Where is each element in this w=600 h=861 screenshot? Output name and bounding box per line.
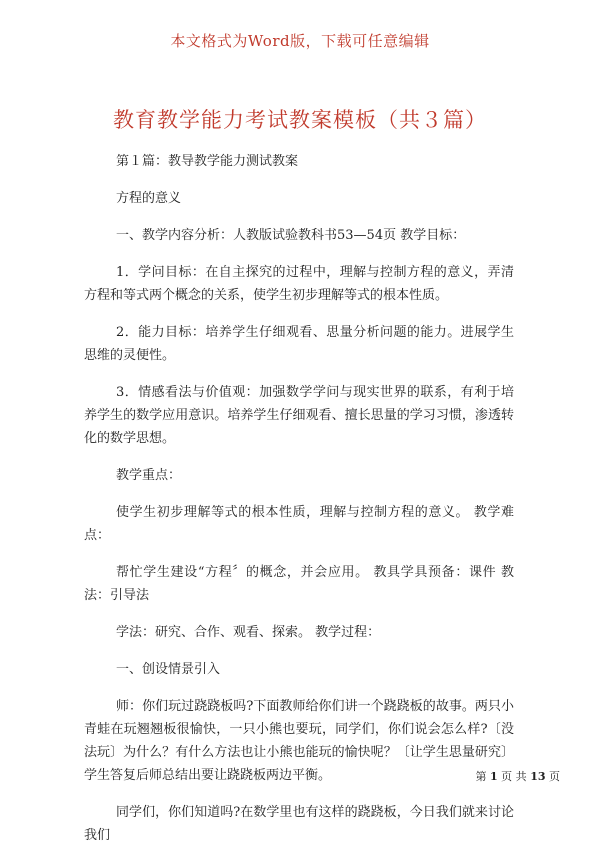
paragraph-continuation: 同学们，你们知道吗?在数学里也有这样的跷跷板，今日我们就来讨论我们 <box>84 805 514 843</box>
document-title: 教育教学能力考试教案模板（共３篇） <box>113 108 487 132</box>
paragraph-key-points-label: 教学重点： <box>116 468 182 483</box>
paragraph-content-analysis: 一、教学内容分析：人教版试验教科书53—54页 教学目标： <box>116 228 466 243</box>
paragraph-learning-methods: 学法：研究、合作、观看、探索。 教学过程： <box>116 625 381 640</box>
paragraph-key-points: 使学生初步理解等式的根本性质，理解与控制方程的意义。 教学难点： <box>84 505 514 543</box>
paragraph-knowledge-goal: 1．学问目标：在自主探究的过程中，理解与控制方程的意义，弄清方程和等式两个概念的关系，使学生初步理解等式的根本性质。 <box>84 265 514 303</box>
paragraph-topic: 方程的意义 <box>116 191 182 206</box>
footer-total-pages: 13 <box>530 770 546 783</box>
paragraph-ability-goal: 2．能力目标：培养学生仔细观看、思量分析问题的能力。进展学生思维的灵便性。 <box>84 325 514 363</box>
page-footer <box>476 768 560 784</box>
paragraph-difficulty: 帮忙学生建设“方程〞的概念，并会应用。 教具学具预备：课件 教法：引导法 <box>84 565 514 603</box>
paragraph-intro-heading: 一、创设情景引入 <box>116 662 221 677</box>
paragraph-seesaw-story: 师：你们玩过跷跷板吗?下面教师给你们讲一个跷跷板的故事。两只小青蛙在玩翘翘板很愉快，一只小熊也要玩，同学们，你们说会怎么样?〔没法玩〕为什么？有什么方法也让小熊也能玩的愉快呢？〔让学生思量研究〕学生答复后师总结出要让跷跷板两边平衡。 <box>84 699 514 783</box>
format-notice-banner: 本文格式为Word版，下载可任意编辑 <box>170 32 430 50</box>
document-body <box>84 150 514 861</box>
footer-page-number: 1 <box>490 770 498 783</box>
footer-suffix: 页 <box>545 770 560 783</box>
footer-middle: 页 共 <box>497 770 531 783</box>
paragraph-emotion-goal: 3．情感看法与价值观：加强数学学问与现实世界的联系，有利于培养学生的数学应用意识。培养学生仔细观看、擅长思量的学习习惯，渗透转化的数学思想。 <box>84 385 514 446</box>
paragraph-section-heading: 第１篇：教导教学能力测试教案 <box>116 154 299 169</box>
footer-prefix: 第 <box>475 770 491 783</box>
